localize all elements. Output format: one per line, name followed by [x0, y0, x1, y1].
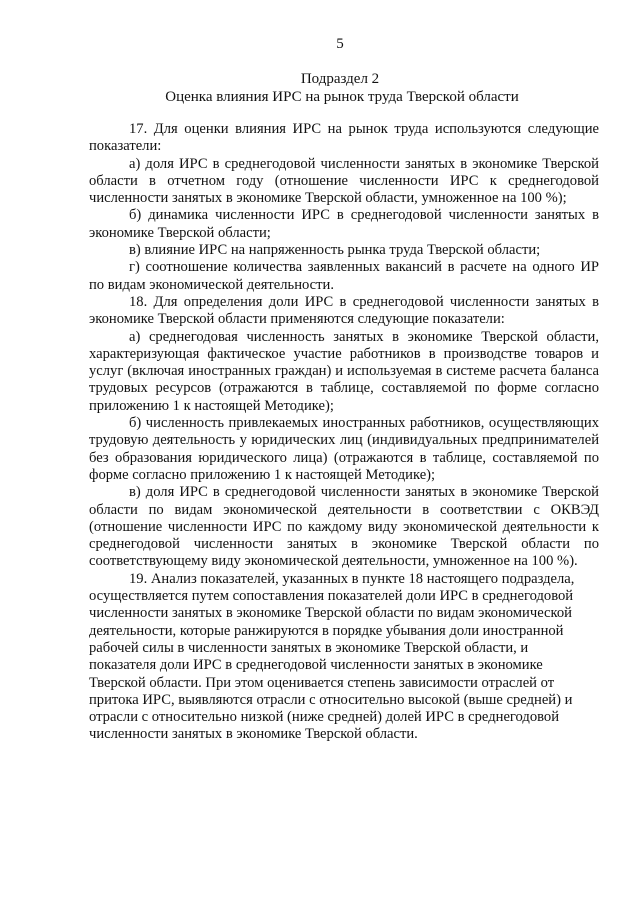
subsection-subtitle: Оценка влияния ИРС на рынок труда Тверской области: [165, 89, 519, 105]
paragraph-17-g: г) соотношение количества заявленных вакансий в расчете на одного ИР по видам экономической деятельности.: [89, 259, 599, 293]
paragraph-18-intro: 18. Для определения доли ИРС в среднегодовой численности занятых в экономике Тверской области применяются следующие показатели:: [89, 293, 599, 328]
paragraph-18-v: в) доля ИРС в среднегодовой численности занятых в экономике Тверской области по видам экономической деятельности в соответствии с ОКВЭД (отношение численности ИРС по каждому виду экономической деятельности к среднегодовой численности занятых в экономике Тверской области по соответствующему виду экономической деятельности, умноженное на 100 %).: [89, 484, 599, 570]
paragraph-17-intro: 17. Для оценки влияния ИРС на рынок труда используются следующие показатели:: [89, 121, 599, 155]
paragraph-18-a: а) среднегодовая численность занятых в экономике Тверской области, характеризующая фактическое участие работников в производстве товаров и услуг (включая иностранных граждан) и используемая в системе расчета баланса трудовых ресурсов (отражаются в таблице, составляемой по форме согласно приложению 1 к настоящей Методике);: [89, 328, 599, 414]
paragraph-17-v: в) влияние ИРС на напряженность рынка труда Тверской области;: [129, 242, 541, 259]
paragraph-18-b: б) численность привлекаемых иностранных работников, осуществляющих трудовую деятельность у юридических лиц (индивидуальных предпринимателей без образования юридического лица) (отражаются в таблице, составляемой по форме согласно приложению 1 к настоящей Методике);: [89, 415, 599, 483]
paragraph-19: 19. Анализ показателей, указанных в пункте 18 настоящего подраздела, осуществляется путем сопоставления показателей доли ИРС в среднегодовой численности занятых в экономике Тверской области по видам экономической деятельности, которые ранжируются в порядке убывания доли иностранной рабочей силы в численности занятых в экономике Тверской области, и показателя доли ИРС в среднегодовой численности занятых в экономике Тверской области. При этом оценивается степень зависимости отраслей от притока ИРС, выявляются отрасли с относительно высокой (выше средней) и отрасли с относительно низкой (ниже средней) долей ИРС в среднегодовой численности занятых в экономике Тверской области.: [89, 570, 575, 743]
document-body: [89, 121, 599, 744]
subsection-title: Подраздел 2: [300, 71, 380, 87]
paragraph-17-a: а) доля ИРС в среднегодовой численности занятых в экономике Тверской области в отчетном году (отношение численности ИРС к среднегодовой численности занятых в экономике Тверской области, умноженное на 100 %);: [89, 155, 599, 207]
page-number: 5: [336, 36, 344, 52]
paragraph-17-b: б) динамика численности ИРС в среднегодовой численности занятых в экономике Тверской области;: [89, 207, 599, 241]
